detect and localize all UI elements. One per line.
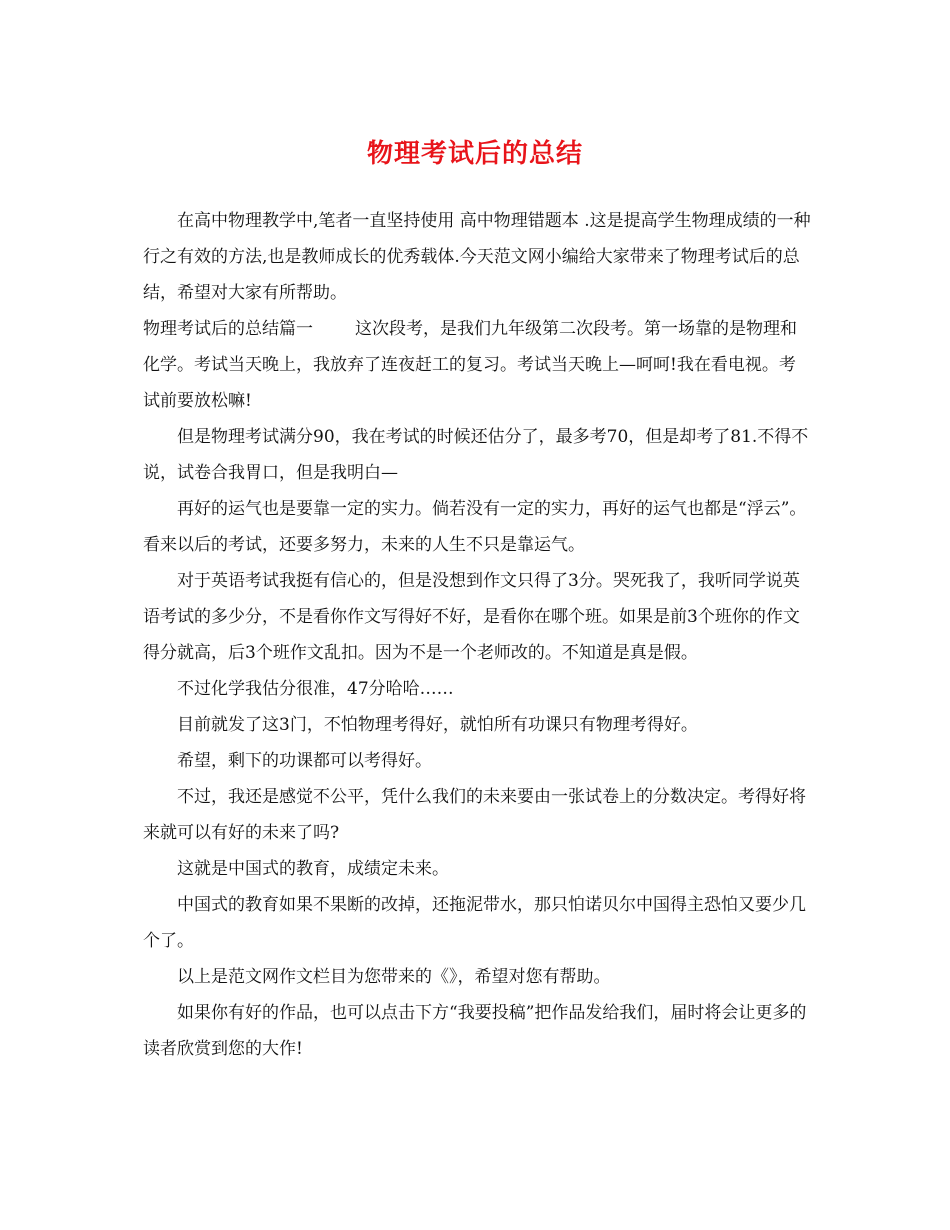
body-paragraph: 以上是范文网作文栏目为您带来的《》，希望对您有帮助。 — [177, 967, 611, 987]
body-paragraph: 目前就发了这3门，不怕物理考得好，就怕所有功课只有物理考得好。 — [177, 715, 698, 735]
body-paragraph: 希望，剩下的功课都可以考得好。 — [177, 751, 432, 771]
body-paragraph: 不过化学我估分很准，47分哈哈…… — [177, 679, 454, 699]
section-paragraph — [143, 311, 811, 419]
body-paragraph: 如果你有好的作品，也可以点击下方“我要投稿”把作品发给我们，届时将会让更多的读者欣赏到您的大作! — [143, 1003, 807, 1059]
body-paragraph: 中国式的教育如果不果断的改掉，还拖泥带水，那只怕诺贝尔中国得主恐怕又要少几个了。 — [143, 895, 806, 951]
document-body — [143, 203, 811, 1067]
body-paragraph: 对于英语考试我挺有信心的，但是没想到作文只得了3分。哭死我了，我听同学说英语考试的多少分，不是看你作文写得好不好，是看你在哪个班。如果是前3个班你的作文得分就高，后3个班作文乱扣。因为不是一个老师改的。不知道是真是假。 — [143, 571, 800, 663]
section-first-text: 这次段考，是我们九年级第二次段考。第一场靠的是物理和化学。考试当天晚上，我放弃了连夜赶工的复习。考试当天晚上—呵呵!我在看电视。考试前要放松嘛! — [143, 319, 797, 411]
intro-paragraph: 在高中物理教学中,笔者一直坚持使用 高中物理错题本 .这是提高学生物理成绩的一种行之有效的方法,也是教师成长的优秀载体.今天范文网小编给大家带来了物理考试后的总结，希望对大家有所帮助。 — [143, 211, 811, 303]
document-title: 物理考试后的总结 — [366, 139, 583, 169]
section-heading: 物理考试后的总结篇一 — [143, 319, 313, 339]
body-paragraph: 再好的运气也是要靠一定的实力。倘若没有一定的实力，再好的运气也都是“浮云”。看来以后的考试，还要多努力，未来的人生不只是靠运气。 — [143, 499, 807, 555]
body-paragraph: 不过，我还是感觉不公平，凭什么我们的未来要由一张试卷上的分数决定。考得好将来就可以有好的未来了吗? — [143, 787, 806, 843]
body-paragraph: 这就是中国式的教育，成绩定未来。 — [177, 859, 449, 879]
body-paragraph: 但是物理考试满分90，我在考试的时候还估分了，最多考70，但是却考了81.不得不说，试卷合我胃口，但是我明白— — [143, 427, 809, 483]
